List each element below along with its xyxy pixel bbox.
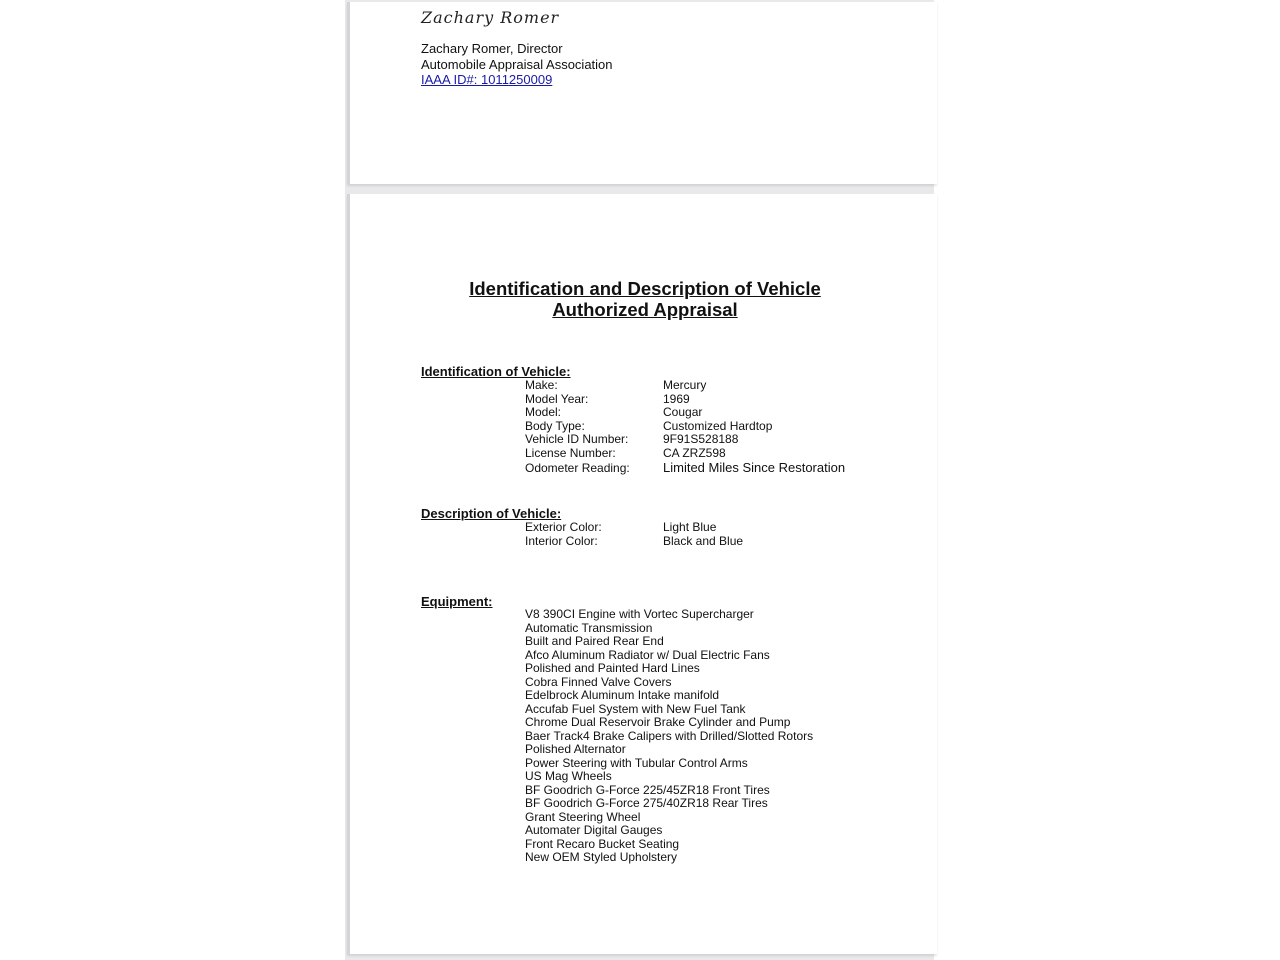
- list-item: US Mag Wheels: [525, 769, 612, 783]
- list-item: BF Goodrich G-Force 225/45ZR18 Front Tires: [525, 782, 770, 797]
- list-item: Chrome Dual Reservoir Brake Cylinder and Pump: [525, 715, 791, 729]
- field-label: Exterior Color:: [525, 520, 602, 534]
- field-label: Make:: [525, 378, 558, 392]
- list-item: New OEM Styled Upholstery: [525, 850, 678, 864]
- list-item: Front Recaro Bucket Seating: [525, 836, 680, 851]
- field-value: CA ZRZ598: [663, 445, 726, 460]
- field-label: Body Type:: [525, 418, 585, 433]
- list-item: Baer Track4 Brake Calipers with Drilled/Slotted Rotors: [525, 728, 814, 743]
- field-label: License Number:: [525, 445, 616, 460]
- list-item: Grant Steering Wheel: [525, 809, 641, 824]
- page-previous: [347, 2, 937, 184]
- list-item: Polished and Painted Hard Lines: [525, 661, 700, 675]
- equipment-list: [525, 608, 813, 865]
- field-value: Mercury: [663, 378, 707, 392]
- list-item: Polished Alternator: [525, 742, 626, 756]
- field-value: Cougar: [663, 405, 703, 419]
- list-item: Power Steering with Tubular Control Arms: [525, 755, 748, 770]
- list-item: V8 390CI Engine with Vortec Supercharger: [525, 607, 754, 621]
- list-item: Edelbrock Aluminum Intake manifold: [525, 688, 720, 702]
- field-value: 9F91S528188: [663, 432, 739, 446]
- iaaa-id-link[interactable]: IAAA ID#: 1011250009: [421, 72, 553, 87]
- field-value: 1969: [663, 391, 690, 406]
- field-label: Interior Color:: [525, 533, 598, 548]
- signature-block: [421, 41, 613, 88]
- field-label: Model Year:: [525, 391, 589, 406]
- list-item: Built and Paired Rear End: [525, 634, 664, 648]
- list-item: Automatic Transmission: [525, 620, 653, 635]
- identification-heading: Identification of Vehicle:: [421, 364, 571, 379]
- signer-organization: Automobile Appraisal Association: [421, 56, 613, 72]
- field-label: Vehicle ID Number:: [525, 432, 629, 446]
- page-appraisal: [347, 194, 937, 954]
- list-item: BF Goodrich G-Force 275/40ZR18 Rear Tires: [525, 796, 768, 810]
- description-heading: Description of Vehicle:: [421, 506, 562, 521]
- list-item: Accufab Fuel System with New Fuel Tank: [525, 701, 746, 716]
- list-item: Cobra Finned Valve Covers: [525, 674, 672, 689]
- list-item: Afco Aluminum Radiator w/ Dual Electric Fans: [525, 647, 770, 662]
- field-value: Customized Hardtop: [663, 418, 773, 433]
- signer-name-title: Zachary Romer, Director: [421, 41, 563, 56]
- document-title: [350, 278, 940, 320]
- list-item: Automater Digital Gauges: [525, 823, 663, 837]
- equipment-heading: Equipment:: [421, 594, 493, 609]
- field-value: Black and Blue: [663, 533, 744, 548]
- title-line-1: Identification and Description of Vehicle: [469, 278, 821, 299]
- title-line-2: Authorized Appraisal: [552, 299, 738, 320]
- field-value: Limited Miles Since Restoration: [663, 460, 846, 475]
- field-value: Light Blue: [663, 520, 717, 534]
- handwritten-signature: Zachary Romer: [421, 8, 560, 27]
- field-label: Model:: [525, 405, 562, 419]
- field-label: Odometer Reading:: [525, 461, 630, 475]
